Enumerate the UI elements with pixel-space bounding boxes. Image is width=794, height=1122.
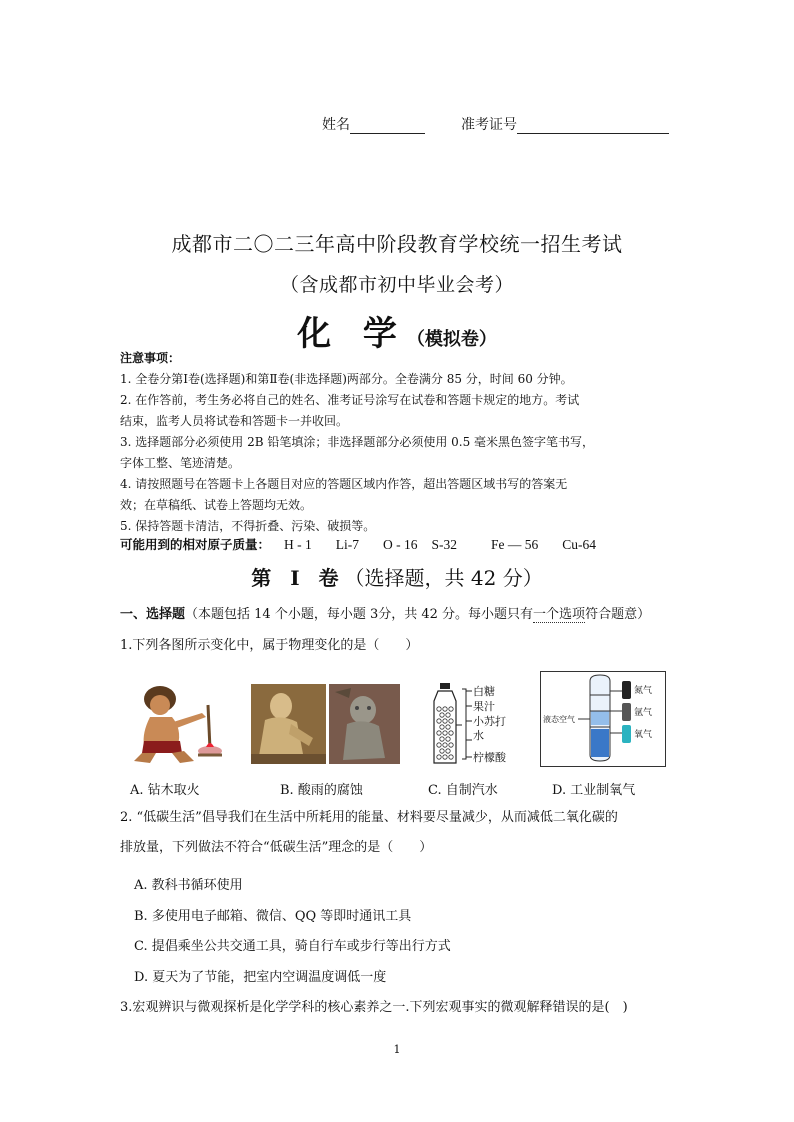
question-2-stem-line: 排放量，下列做法不符合“低碳生活”理念的是（ ） (120, 840, 433, 855)
exam-id-label: 准考证号 (461, 117, 517, 133)
notes-block (120, 348, 680, 537)
gas-label: 氩气 (634, 708, 653, 718)
atomic-mass: Cu-64 (562, 537, 596, 552)
name-field[interactable] (322, 114, 425, 134)
notes-heading: 注意事项： (120, 351, 181, 365)
name-blank[interactable] (350, 118, 425, 134)
q1-option-c[interactable]: C. 自制汽水 (428, 783, 498, 798)
homemade-soda-image (428, 681, 524, 767)
note-line: 4. 请按照题号在答题卡上各题目对应的答题区域内作答，超出答题区域书写的答案无 (120, 477, 568, 491)
exam-subtitle: （含成都市初中毕业会考） (279, 274, 514, 296)
acid-rain-corrosion-image (251, 684, 400, 764)
q2-option-a[interactable]: A. 教科书循环使用 (134, 878, 243, 893)
note-line: 字体工整、笔迹清楚。 (120, 456, 241, 470)
part-one-subtitle: （选择题，共 42 分） (344, 566, 543, 590)
note-line: 2. 在作答前，考生务必将自己的姓名、准考证号涂写在试卷和答题卡规定的地方。考试 (120, 393, 580, 407)
section-one-desc-end: 符合题意） (585, 607, 651, 622)
note-line: 1. 全卷分第Ⅰ卷(选择题)和第Ⅱ卷(非选择题)两部分。全卷满分 85 分，时间 60 分钟。 (120, 372, 573, 386)
page-number: 1 (393, 1043, 401, 1056)
bottle-label: 水 (473, 729, 484, 742)
industrial-oxygen-image (540, 671, 666, 767)
atomic-masses-label: 可能用到的相对原子质量： (120, 537, 271, 552)
exam-id-field[interactable] (461, 114, 669, 134)
gas-label: 氮气 (634, 686, 653, 696)
q1-option-a[interactable]: A. 钻木取火 (130, 783, 200, 798)
name-label: 姓名 (322, 117, 350, 133)
q1-option-d[interactable]: D. 工业制氧气 (552, 783, 636, 798)
question-2-stem (120, 803, 680, 863)
q2-option-b[interactable]: B. 多使用电子邮箱、微信、QQ 等即时通讯工具 (134, 909, 412, 924)
q2-option-c[interactable]: C. 提倡乘坐公共交通工具，骑自行车或步行等出行方式 (134, 939, 451, 954)
gas-label: 氧气 (634, 730, 653, 740)
subject-note: （模拟卷） (406, 329, 497, 350)
note-line: 结束，监考人员将试卷和答题卡一并收回。 (120, 414, 349, 428)
atomic-mass: H - 1 (284, 537, 312, 552)
note-line: 3. 选择题部分必须使用 2B 铅笔填涂；非选择题部分必须使用 0.5 毫米黑色签字笔书写， (120, 435, 595, 449)
atomic-mass: Li-7 (335, 537, 359, 552)
column-label: 液态空气 (543, 715, 575, 724)
bottle-label: 小苏打 (473, 715, 506, 728)
section-one-emphasis: 一个选项 (533, 607, 586, 622)
bottle-label: 柠檬酸 (473, 751, 506, 764)
part-one-title (0, 562, 794, 591)
atomic-mass: Fe — 56 (490, 537, 539, 552)
section-one-desc: （本题包括 14 个小题，每小题 3分，共 42 分。每小题只有 (185, 607, 534, 622)
note-line: 5. 保持答题卡清洁，不得折叠、污染、破损等。 (120, 519, 376, 533)
question-2-stem-line: 2. “低碳生活”倡导我们在生活中所耗用的能量、材料要尽量减少，从而减低二氧化碳的 (120, 810, 618, 825)
bottle-label: 白糖 (473, 685, 495, 698)
atomic-masses-row (120, 535, 700, 553)
subject-name: 化 学 (297, 314, 407, 354)
fire-drilling-image (122, 683, 227, 765)
q1-option-b[interactable]: B. 酸雨的腐蚀 (280, 783, 363, 798)
exam-title: 成都市二〇二三年高中阶段教育学校统一招生考试 (171, 232, 623, 256)
bottle-label: 果汁 (473, 700, 495, 713)
question-1-stem: 1.下列各图所示变化中，属于物理变化的是（ ） (120, 638, 419, 653)
exam-id-blank[interactable] (517, 118, 669, 134)
question-3-stem: 3.宏观辨识与微观探析是化学学科的核心素养之一.下列宏观事实的微观解释错误的是( ) (120, 1000, 628, 1015)
atomic-mass: S-32 (431, 537, 457, 552)
section-one-header (120, 603, 710, 622)
part-one-label: 第 Ⅰ 卷 (251, 566, 345, 590)
q2-option-d[interactable]: D. 夏天为了节能，把室内空调温度调低一度 (134, 970, 387, 985)
section-one-label: 一、选择题 (120, 607, 186, 622)
atomic-mass: O - 16 (382, 537, 418, 552)
note-line: 效；在草稿纸、试卷上答题均无效。 (120, 498, 313, 512)
